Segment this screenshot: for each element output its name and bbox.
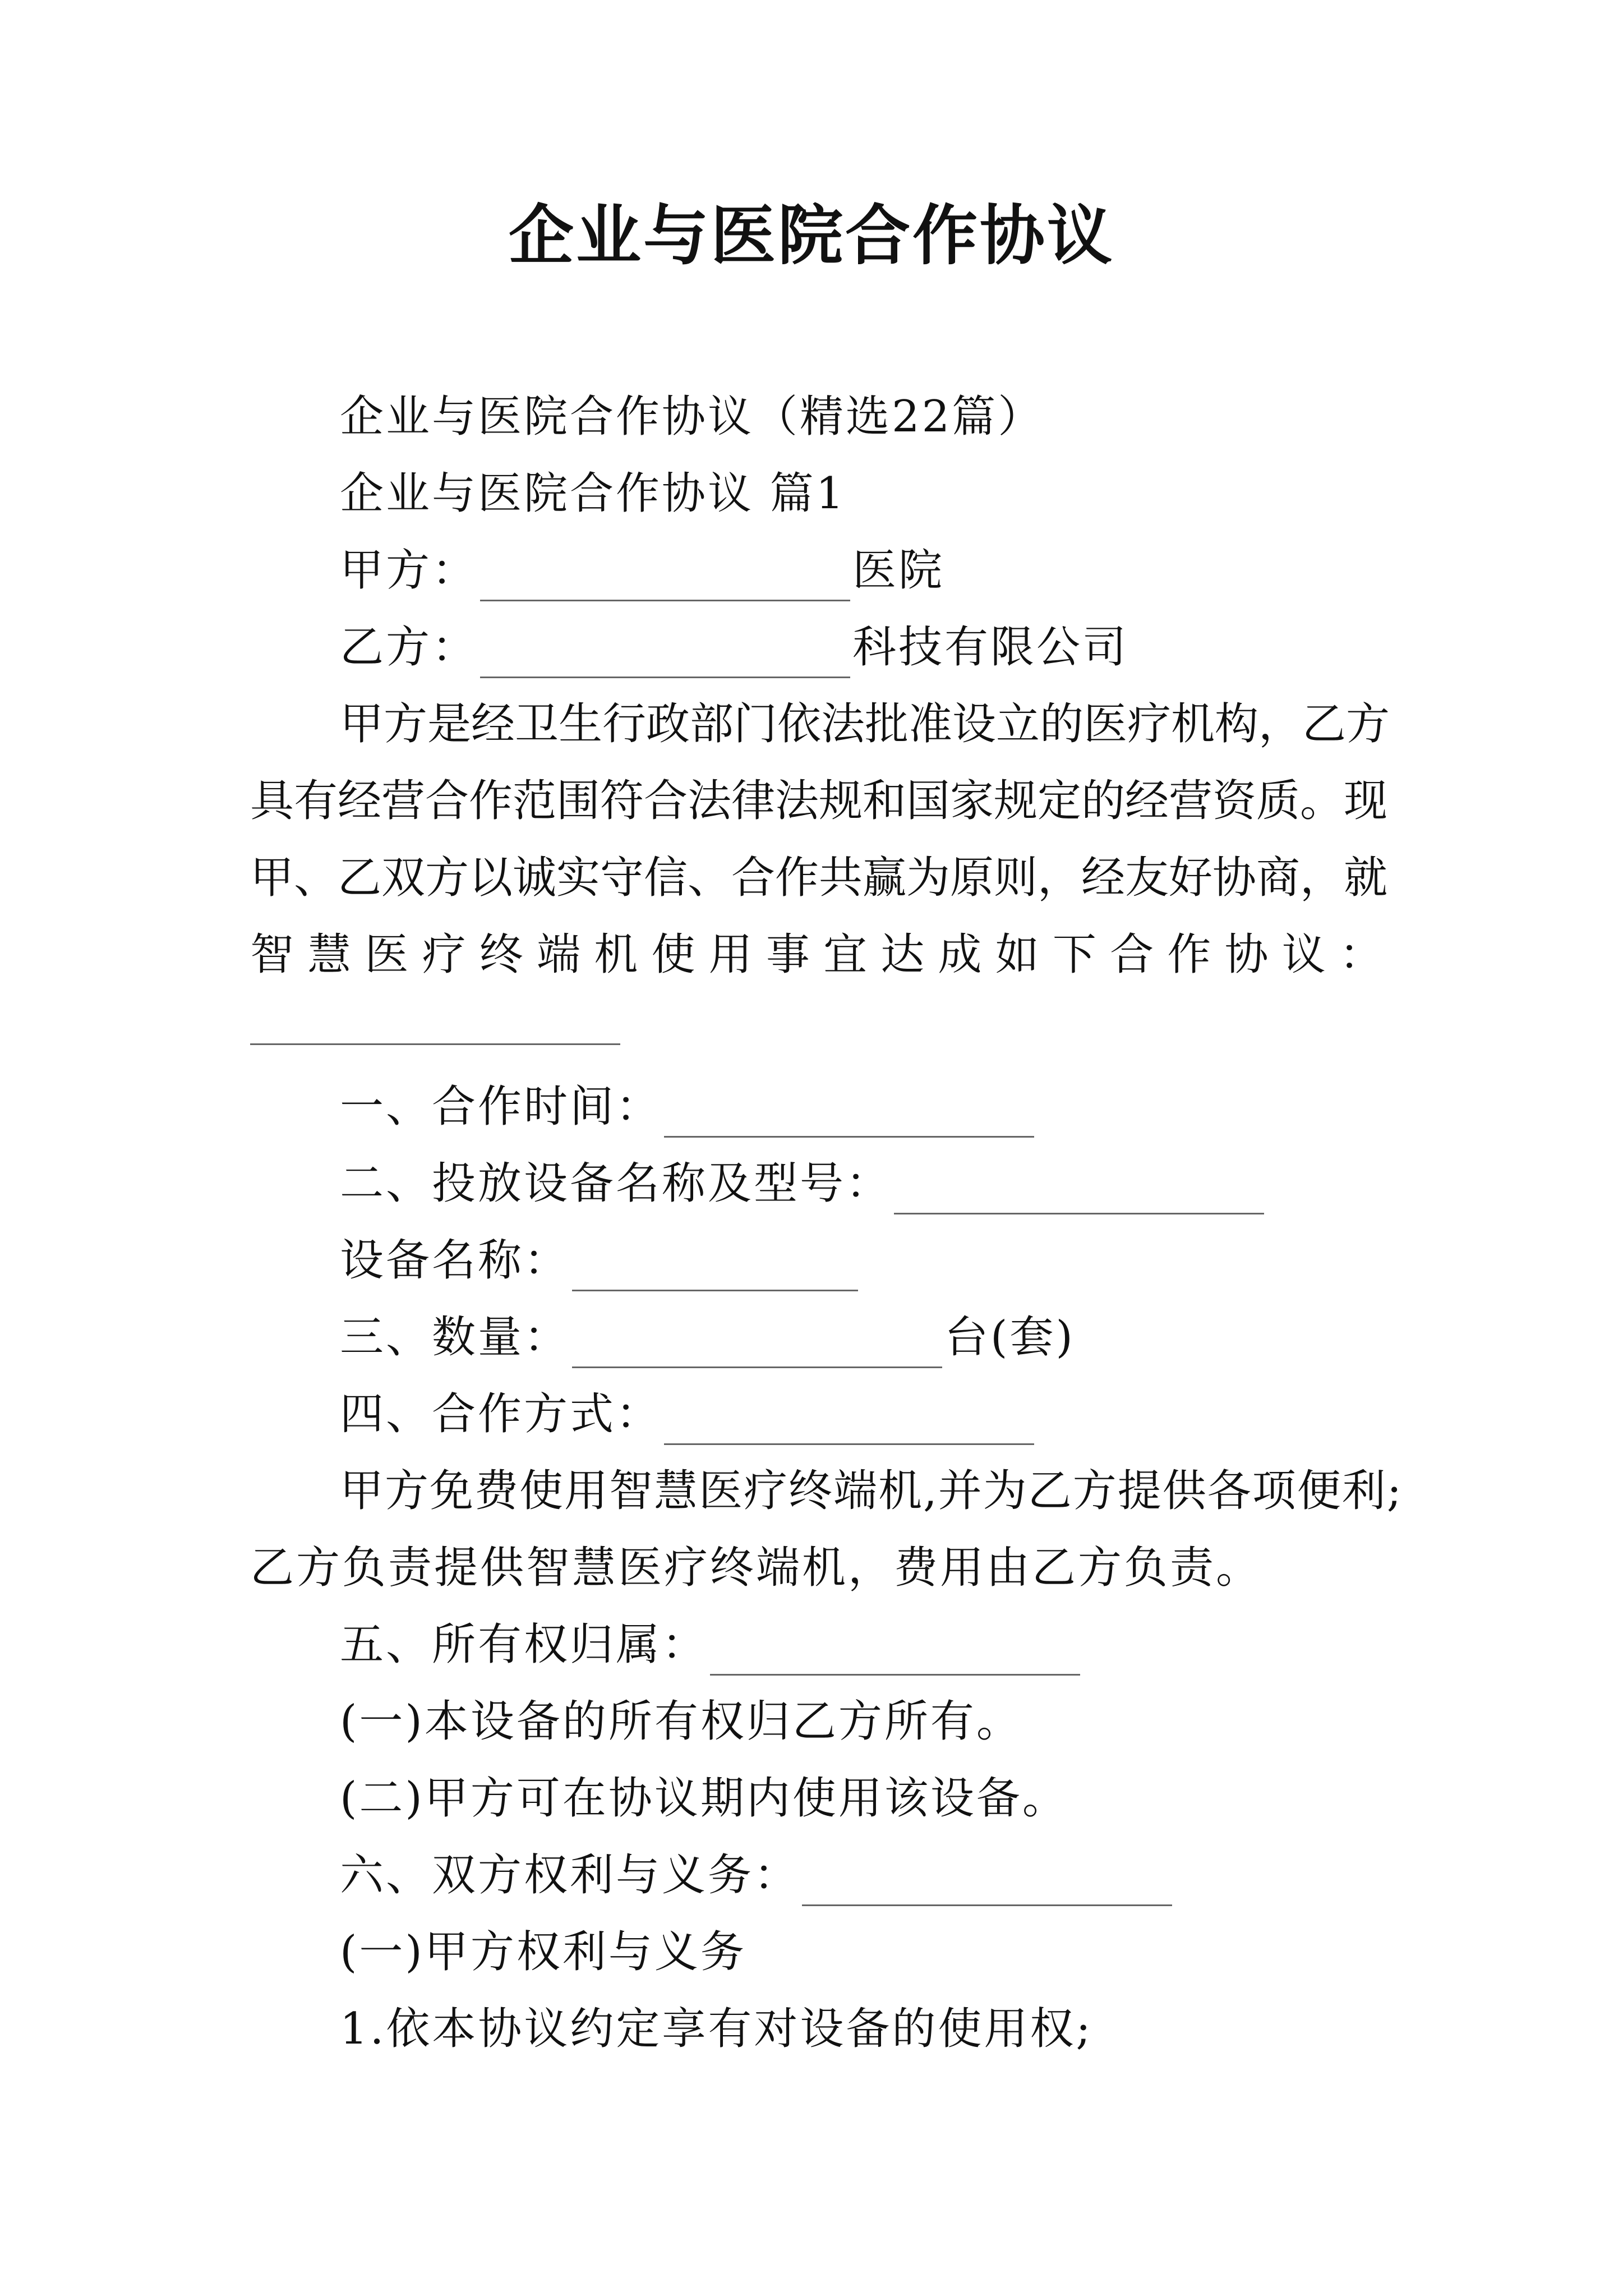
clause-6-line — [340, 1844, 1174, 1906]
clause-4-text-1: 甲方免费使用智慧医疗终端机,并为乙方提供各项便利; — [340, 1466, 1403, 1516]
party-b-line — [340, 616, 1128, 678]
clause-6-blank — [802, 1860, 1172, 1906]
device-name-blank — [572, 1245, 858, 1291]
clause-4-label: 四、合作方式： — [340, 1389, 662, 1439]
intro-line-2: 具有经营合作范围符合法律法规和国家规定的经营资质。现 — [250, 776, 1388, 826]
party-b-suffix: 科技有限公司 — [852, 622, 1129, 673]
party-a-line — [340, 540, 944, 601]
clause-6-label: 六、双方权利与义务： — [340, 1850, 800, 1901]
clause-4-blank — [664, 1398, 1034, 1445]
intro-line-3: 甲、乙双方以诚实守信、合作共赢为原则，经友好协商，就 — [250, 853, 1388, 903]
clause-4-text-2: 乙方负责提供智慧医疗终端机，费用由乙方负责。 — [250, 1543, 1262, 1593]
document-title: 企业与医院合作协议 — [509, 197, 1114, 274]
clause-1-label: 一、合作时间： — [340, 1082, 662, 1132]
clause-2-label: 二、投放设备名称及型号： — [340, 1158, 892, 1209]
clause-3-blank — [572, 1322, 942, 1368]
clause-3-suffix: 台(套) — [944, 1312, 1075, 1363]
clause-5-blank — [710, 1629, 1080, 1676]
intro-line-1: 甲方是经卫生行政部门依法批准设立的医疗机构，乙方 — [340, 699, 1390, 749]
party-a-blank — [480, 555, 850, 601]
party-a-label: 甲方： — [340, 545, 478, 596]
clause-5-item-2: (二)甲方可在协议期内使用该设备。 — [340, 1773, 1068, 1824]
clause-5-line — [340, 1614, 1082, 1676]
clause-3-label: 三、数量： — [340, 1312, 570, 1363]
clause-5-label: 五、所有权归属： — [340, 1619, 708, 1670]
device-name-label: 设备名称： — [340, 1235, 570, 1286]
clause-1-line — [340, 1076, 1036, 1138]
clause-2-blank — [894, 1168, 1264, 1214]
clause-3-line — [340, 1306, 1075, 1368]
device-name-line — [340, 1230, 860, 1291]
clause-2-line — [340, 1153, 1266, 1214]
party-b-blank — [480, 632, 850, 678]
subtitle: 企业与医院合作协议（精选22篇） — [340, 392, 1044, 442]
party-b-label: 乙方： — [340, 622, 478, 673]
clause-5-item-1: (一)本设备的所有权归乙方所有。 — [340, 1696, 1022, 1747]
clause-6-item-1: (一)甲方权利与义务 — [340, 1927, 746, 1977]
clause-1-blank — [664, 1091, 1034, 1138]
intro-blank — [250, 1043, 620, 1045]
clause-6-item-1-1: 1.依本协议约定享有对设备的使用权; — [340, 2004, 1093, 2054]
section-heading: 企业与医院合作协议 篇1 — [340, 468, 846, 519]
party-a-suffix: 医院 — [852, 545, 945, 596]
intro-line-4: 智慧医疗终端机使用事宜达成如下合作协议： — [250, 930, 1383, 980]
clause-4-line — [340, 1383, 1036, 1445]
